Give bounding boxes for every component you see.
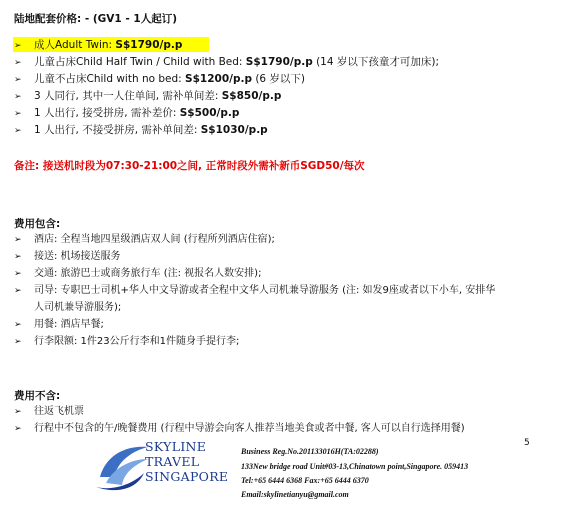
included-item bbox=[14, 265, 261, 283]
price-line-child-bed bbox=[14, 55, 439, 69]
price-value: S$1790/p.p bbox=[115, 39, 183, 51]
price-line-single-room bbox=[14, 123, 268, 137]
price-line-adult bbox=[14, 38, 182, 52]
price-heading: 陆地配套价格: - (GV1 - 1人起订) bbox=[14, 13, 177, 25]
price-label: 成人Adult Twin: bbox=[34, 39, 116, 51]
included-item bbox=[14, 316, 104, 334]
price-label: 儿童不占床Child with no bed: bbox=[34, 73, 186, 85]
included-item bbox=[14, 333, 239, 351]
included-heading: 费用包含: bbox=[14, 218, 61, 230]
company-email: Email:skylinetianyu@gmail.com bbox=[241, 490, 349, 499]
price-value: S$1790/p.p bbox=[245, 56, 313, 68]
arrow-bullet-icon: ➢ bbox=[14, 252, 22, 262]
included-item-text: 交通: 旅游巴士或商务旅行车 (注: 视报名人数安排); bbox=[34, 268, 262, 279]
arrow-bullet-icon: ➢ bbox=[14, 337, 22, 347]
included-item-text: 酒店: 全程当地四星级酒店双人间 (行程所列酒店住宿); bbox=[34, 234, 275, 245]
price-value: S$850/p.p bbox=[221, 90, 282, 102]
excluded-heading: 费用不含: bbox=[14, 390, 61, 402]
price-value: S$1200/p.p bbox=[185, 73, 252, 85]
logo-line-travel: TRAVEL bbox=[145, 454, 200, 469]
price-value: S$500/p.p bbox=[179, 107, 240, 119]
price-label: 1 人出行, 不接受拼房, 需补单间差: bbox=[34, 124, 201, 136]
excluded-item bbox=[14, 403, 84, 421]
arrow-bullet-icon: ➢ bbox=[14, 407, 22, 417]
logo-line-singapore: SINGAPORE bbox=[145, 469, 229, 484]
company-tel-fax: Tel:+65 6444 6368 Fax:+65 6444 6370 bbox=[241, 476, 369, 485]
included-item-text: 用餐: 酒店早餐; bbox=[34, 319, 104, 330]
price-value: S$1030/p.p bbox=[200, 124, 268, 136]
arrow-bullet-icon: ➢ bbox=[14, 41, 22, 51]
arrow-bullet-icon: ➢ bbox=[14, 109, 22, 119]
included-item-text: 行李限额: 1件23公斤行李和1件随身手提行李; bbox=[34, 336, 240, 347]
included-item-text: 接送: 机场接送服务 bbox=[34, 251, 121, 262]
included-item bbox=[14, 231, 275, 249]
arrow-bullet-icon: ➢ bbox=[14, 58, 22, 68]
page-number: 5 bbox=[524, 438, 530, 448]
arrow-bullet-icon: ➢ bbox=[14, 320, 22, 330]
arrow-bullet-icon: ➢ bbox=[14, 269, 22, 279]
price-label: 儿童占床Child Half Twin / Child with Bed: bbox=[34, 56, 246, 68]
included-item-text: 司导: 专职巴士司机+华人中文导游或者全程中文华人司机兼导游服务 (注: 如发9座或者以下小车, 安排华 bbox=[34, 285, 496, 296]
price-note: (14 岁以下孩童才可加床); bbox=[312, 56, 440, 68]
included-item bbox=[14, 248, 121, 266]
price-label: 1 人出行, 接受拼房, 需补差价: bbox=[34, 107, 180, 119]
business-reg: Business Reg.No.201133016H(TA:02288) bbox=[241, 447, 379, 456]
arrow-bullet-icon: ➢ bbox=[14, 126, 22, 136]
arrow-bullet-icon: ➢ bbox=[14, 75, 22, 85]
price-line-single-share bbox=[14, 106, 239, 120]
price-line-three-people bbox=[14, 89, 281, 103]
arrow-bullet-icon: ➢ bbox=[14, 92, 22, 102]
company-address: 133New bridge road Unit#03-13,Chinatown point,Singapore. 059413 bbox=[241, 462, 469, 471]
included-item-continuation: 人司机兼导游服务); bbox=[34, 302, 122, 313]
excluded-item-text: 行程中不包含的午/晚餐费用 (行程中导游会向客人推荐当地美食或者中餐, 客人可以自行选择用餐) bbox=[34, 423, 465, 434]
logo-line-skyline: SKYLINE bbox=[145, 439, 207, 454]
price-note: (6 岁以下) bbox=[251, 73, 306, 85]
included-item bbox=[14, 282, 495, 300]
arrow-bullet-icon: ➢ bbox=[14, 286, 22, 296]
pickup-note: 备注: 接送机时段为07:30-21:00之间, 正常时段外需补新币SGD50/每次 bbox=[14, 160, 365, 172]
arrow-bullet-icon: ➢ bbox=[14, 424, 22, 434]
price-line-child-nobed bbox=[14, 72, 305, 86]
excluded-item bbox=[14, 420, 465, 438]
excluded-item-text: 往返飞机票 bbox=[34, 406, 84, 417]
price-label: 3 人同行, 其中一人住单间, 需补单间差: bbox=[34, 90, 222, 102]
arrow-bullet-icon: ➢ bbox=[14, 235, 22, 245]
